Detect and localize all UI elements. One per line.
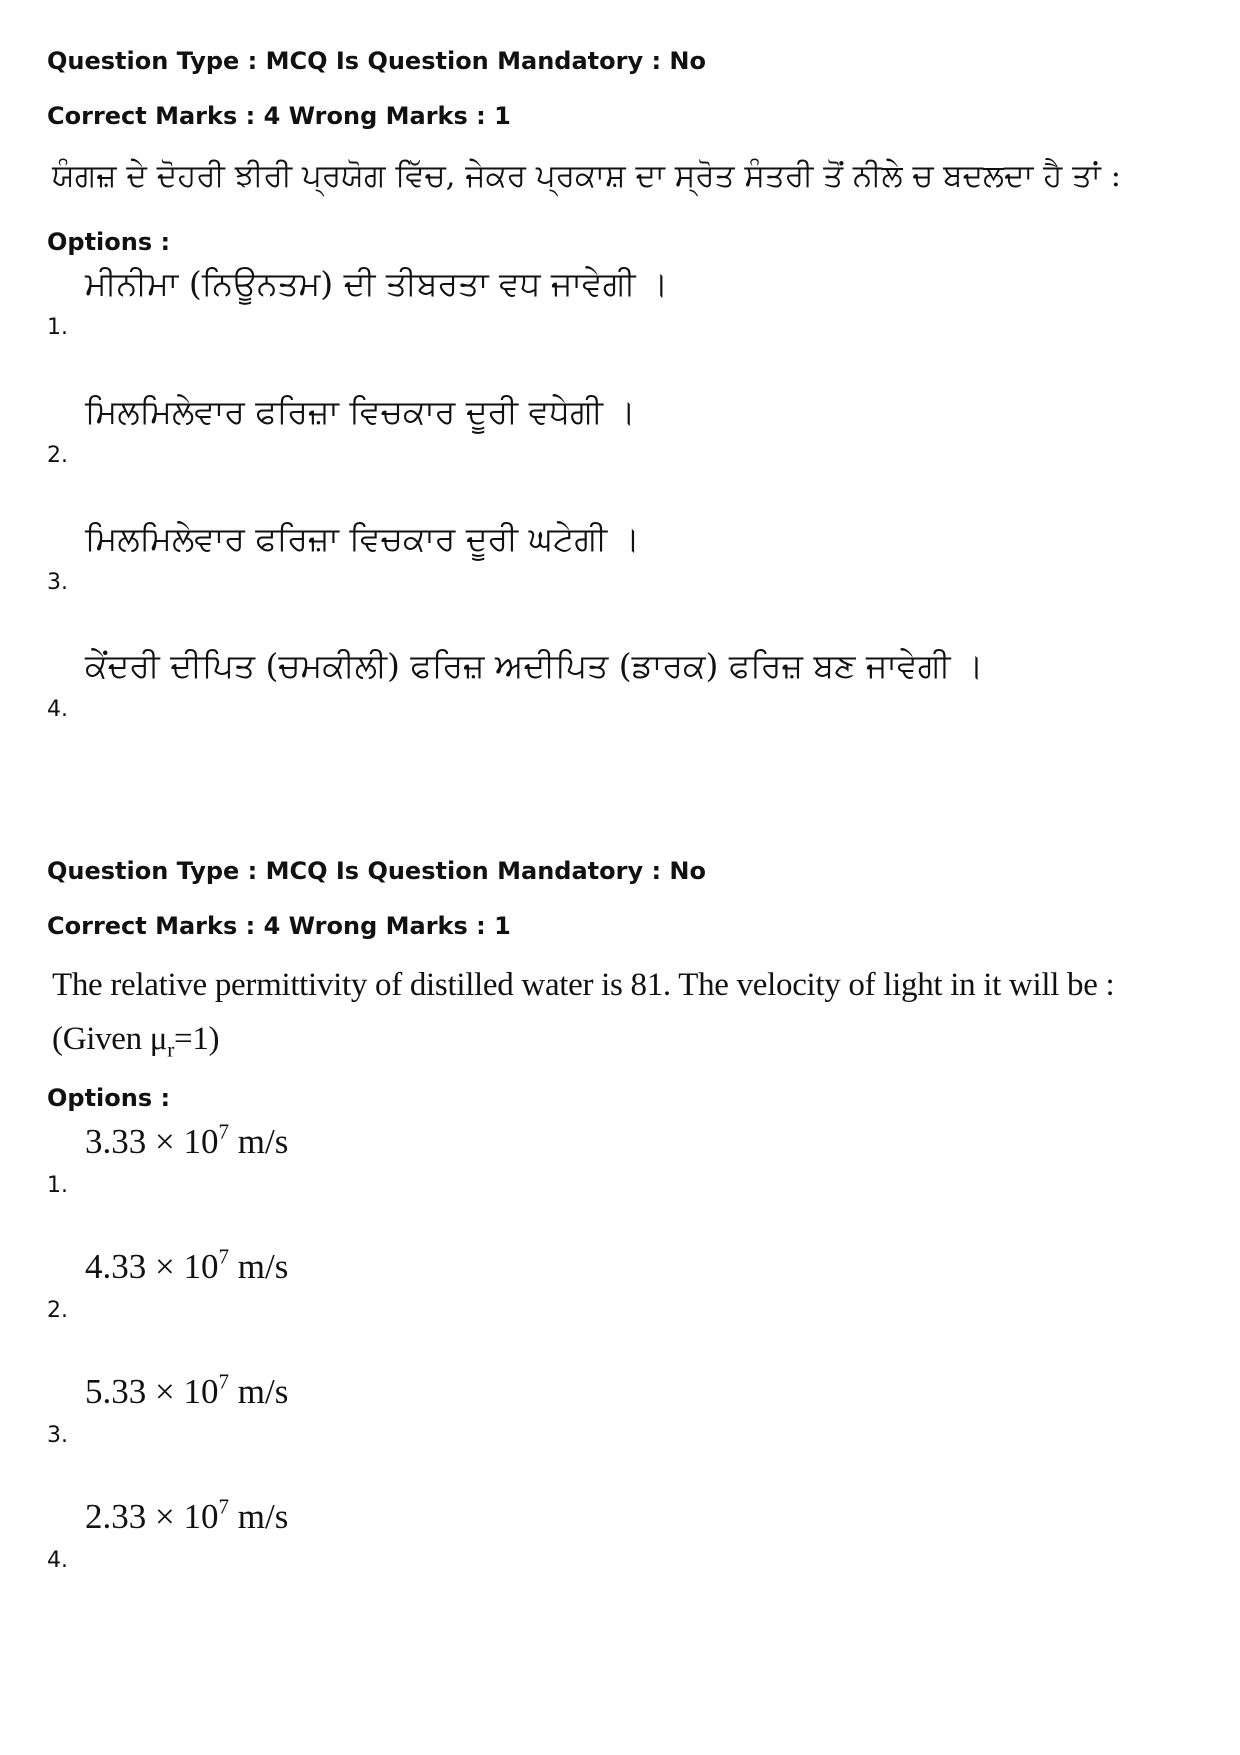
question-text: The relative permittivity of distilled water is 81. The velocity of light in it will be : — [52, 967, 1115, 1003]
option-value: $3.33 \times 10^7$ m/s — [85, 1119, 289, 1161]
option-number: 2. — [47, 1298, 68, 1323]
option-text: ਮਿਲਮਿਲੇਵਾਰ ਫਰਿਜ਼ਾ ਵਿਚਕਾਰ ਦੂਰੀ ਵਧੇਗੀ । — [85, 392, 636, 431]
option-number: 1. — [47, 1173, 68, 1198]
option-text: ਮਿਲਮਿਲੇਵਾਰ ਫਰਿਜ਼ਾ ਵਿਚਕਾਰ ਦੂਰੀ ਘਟੇਗੀ । — [85, 519, 640, 558]
question-type-line: Question Type : MCQ Is Question Mandatory : No — [47, 857, 706, 885]
option-2[interactable] — [47, 1245, 1187, 1325]
option-4[interactable] — [47, 644, 1187, 724]
option-value: $2.33 \times 10^7$ m/s — [85, 1494, 289, 1536]
mu-symbol: μ — [149, 1021, 168, 1057]
mu-subscript: r — [167, 1037, 175, 1062]
option-1[interactable] — [47, 262, 1187, 342]
option-3[interactable] — [47, 1370, 1187, 1450]
option-3[interactable] — [47, 517, 1187, 597]
marks-line: Correct Marks : 4 Wrong Marks : 1 — [47, 102, 511, 130]
given-condition — [52, 1012, 219, 1066]
question-text: ਯੰਗਜ਼ ਦੇ ਦੋਹਰੀ ਝੀਰੀ ਪ੍ਰਯੋਗ ਵਿੱਚ, ਜੇਕਰ ਪ੍ਰਕਾਸ਼ ਦਾ ਸ੍ਰੋਤ ਸੰਤਰੀ ਤੋਂ ਨੀਲੇ ਚ ਬਦਲਦਾ ਹੈ ਤਾਂ : — [52, 158, 1122, 194]
option-4[interactable] — [47, 1495, 1187, 1575]
option-number: 4. — [47, 697, 68, 722]
given-prefix: (Given — [52, 1021, 150, 1057]
option-number: 2. — [47, 443, 68, 468]
options-label: Options : — [47, 228, 171, 256]
options-label: Options : — [47, 1084, 171, 1112]
option-1[interactable] — [47, 1120, 1187, 1200]
option-text: ਕੇਂਦਰੀ ਦੀਪਿਤ (ਚਮਕੀਲੀ) ਫਰਿਜ਼ ਅਦੀਪਿਤ (ਡਾਰਕ) ਫਰਿਜ਼ ਬਣ ਜਾਵੇਗੀ । — [85, 646, 984, 685]
option-number: 1. — [47, 315, 68, 340]
option-value: $4.33 \times 10^7$ m/s — [85, 1244, 289, 1286]
given-suffix: =1) — [174, 1021, 220, 1057]
option-number: 3. — [47, 570, 68, 595]
option-2[interactable] — [47, 390, 1187, 470]
marks-line: Correct Marks : 4 Wrong Marks : 1 — [47, 912, 511, 940]
option-number: 3. — [47, 1423, 68, 1448]
question-type-line: Question Type : MCQ Is Question Mandatory : No — [47, 47, 706, 75]
option-number: 4. — [47, 1548, 68, 1573]
option-value: $5.33 \times 10^7$ m/s — [85, 1369, 289, 1411]
option-text: ਮੀਨੀਮਾ (ਨਿਊਨਤਮ) ਦੀ ਤੀਬਰਤਾ ਵਧ ਜਾਵੇਗੀ । — [85, 264, 669, 303]
